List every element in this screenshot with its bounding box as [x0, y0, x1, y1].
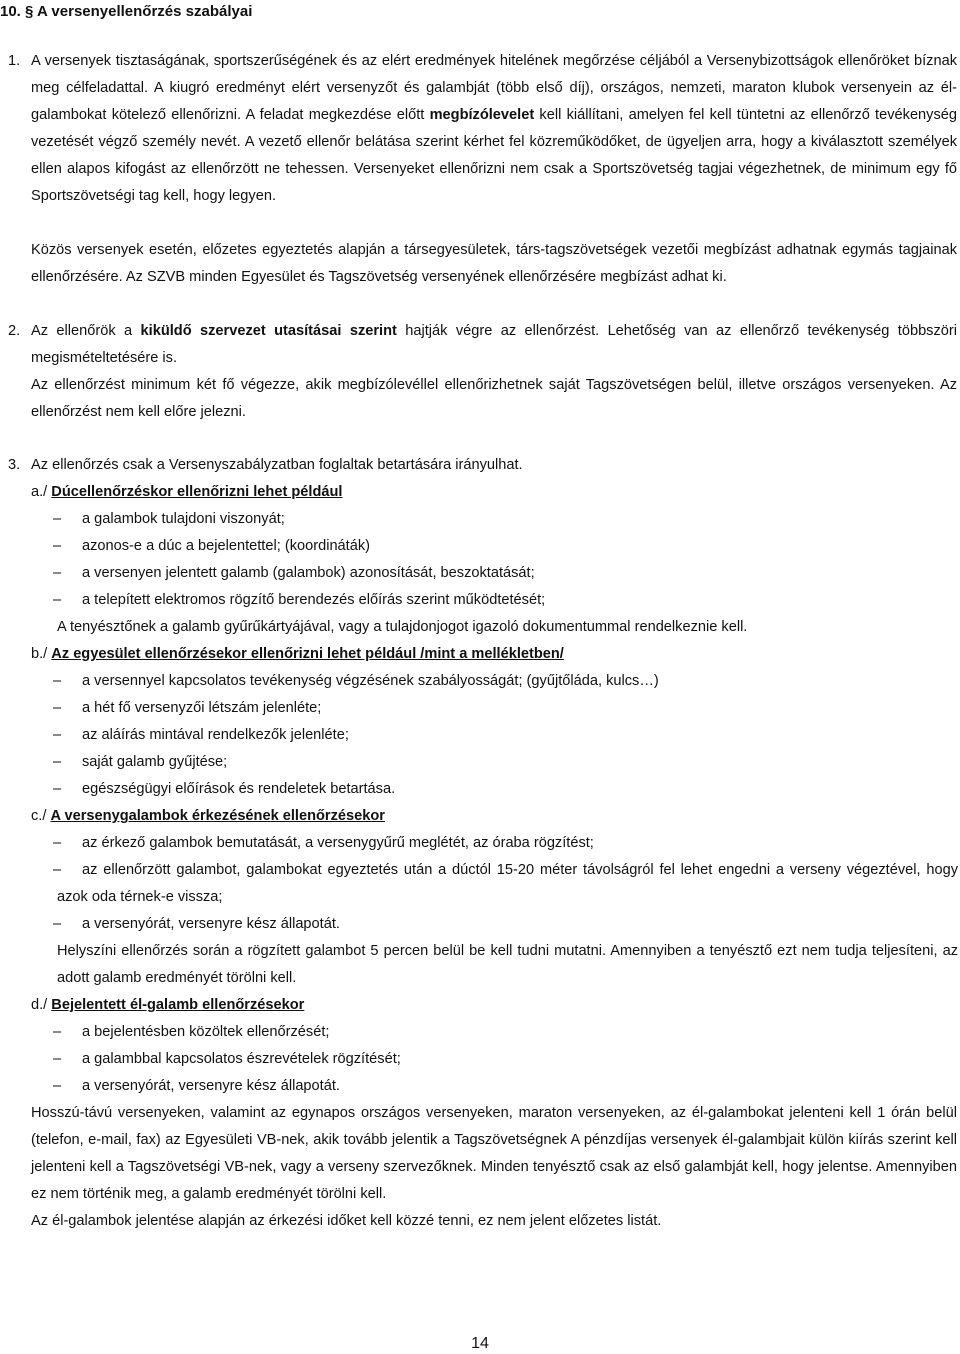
subsection-c: [31, 803, 385, 830]
subsection-b-label: b./: [31, 646, 48, 662]
section-2-paragraph: [31, 318, 957, 372]
list-item: azonos-e a dúc a bejelentettel; (koordináták): [82, 538, 370, 554]
subsection-a-title: Dúcellenőrzéskor ellenőrizni lehet például: [51, 484, 343, 500]
dash: –: [53, 754, 62, 770]
section-2-text-b: hajtják végre az ellenőrzést. Lehetőség van az ellenőrző tevékenység többszöri megismételtetésére is.: [31, 323, 957, 366]
dash: –: [53, 862, 62, 878]
dash: –: [53, 1051, 62, 1067]
section-heading: 10. § A versenyellenőrzés szabályai: [0, 3, 253, 20]
dash: –: [53, 781, 62, 797]
section-2-text-a: Az ellenőrök a: [31, 323, 141, 339]
section-1-paragraph: [31, 48, 957, 210]
section-1-text-b: kell kiállítani, amelyen fel kell tüntetni az ellenőrző tevékenység vezetését végző személy nevét. A vezető ellenőr belátása szerint kérhet fel közreműködőket, de ügyeljen arra, hogy a kiválasztott személyek ellen alapos kifogást az ellenőrzött ne tehessen. Versenyeket ellenőrizni nem csak a Sportszövetség tagjai végezhetnek, de minimum egy fő Sportszövetségi tag kell, hogy legyen.: [31, 107, 957, 204]
subsection-c-label: c./: [31, 808, 47, 824]
list-item: a galambbal kapcsolatos észrevételek rögzítését;: [82, 1051, 401, 1067]
section-2-number: 2.: [8, 323, 21, 339]
list-item: az ellenőrzött galambot, galambokat egyeztetés után a dúctól 15-20 méter távolságról fel lehet engedni a verseny végeztével, hogy azok oda térnek-e vissza;: [57, 862, 958, 905]
subsection-a: [31, 479, 342, 506]
dash: –: [53, 727, 62, 743]
list-item: az érkező galambok bemutatását, a versenygyűrű meglétét, az óraba rögzítést;: [82, 835, 594, 851]
dash: –: [53, 916, 62, 932]
section-1-number: 1.: [8, 53, 21, 69]
closing-paragraph: Hosszú-távú versenyeken, valamint az egynapos országos versenyeken, maraton versenyeken, az él-galambokat jelenteni kell 1 órán belül (telefon, e-mail, fax) az Egyesületi VB-nek, akik tovább jelentik a Tagszövetségnek A pénzdíjas versenyek él-galambjait külön kiírás szerint kell jelenteni kell a Tagszövetségi VB-nek, vagy a verseny szervezőknek. Minden tenyésztő csak az első galambját kell, hogy jelentse. Amennyiben ez nem történik meg, a galamb eredményét törölni kell.: [31, 1105, 957, 1202]
subsection-a-note: A tenyésztőnek a galamb gyűrűkártyájával, vagy a tulajdonjogot igazoló dokumentummal rendelkeznie kell.: [57, 619, 748, 635]
dash: –: [53, 835, 62, 851]
section-1-text-a: A versenyek tisztaságának, sportszerűségének és az elért eredmények hitelének megőrzése céljából a Versenybizottságok ellenőröket bíznak meg célfeladattal. A kiugró eredményt elért versenyzőt és galambját (több első díj), országos, nemzeti, maraton klubok versenyein az él-galambokat kötelező ellenőrizni. A feladat megkezdése előtt: [31, 53, 957, 123]
list-item: a versenyórát, versenyre kész állapotát.: [82, 916, 340, 932]
list-item: a hét fő versenyzői létszám jelenléte;: [82, 700, 322, 716]
subsection-b-title: Az egyesület ellenőrzésekor ellenőrizni lehet például /mint a mellékletben/: [51, 646, 564, 662]
dash: –: [53, 1024, 62, 1040]
subsection-b: [31, 641, 564, 668]
list-item: a telepített elektromos rögzítő berendezés előírás szerint működtetését;: [82, 592, 546, 608]
subsection-c-title: A versenygalambok érkezésének ellenőrzésekor: [50, 808, 385, 824]
section-2-paragraph-2: Az ellenőrzést minimum két fő végezze, akik megbízólevéllel ellenőrizhetnek saját Tagszövetségen belül, illetve országos versenyeken. Az ellenőrzést nem kell előre jelezni.: [31, 377, 957, 420]
list-item: az aláírás mintával rendelkezők jelenléte;: [82, 727, 349, 743]
section-2-bold: kiküldő szervezet utasításai szerint: [140, 323, 397, 339]
subsection-d: [31, 992, 304, 1019]
closing-paragraph-2: Az él-galambok jelentése alapján az érkezési időket kell közzé tenni, ez nem jelent előzetes listát.: [31, 1213, 662, 1229]
section-3-paragraph: Az ellenőrzés csak a Versenyszabályzatban foglaltak betartására irányulhat.: [31, 457, 523, 473]
page-number: 14: [471, 1335, 489, 1352]
dash: –: [53, 700, 62, 716]
section-1-bold: megbízólevelet: [429, 107, 535, 123]
list-item: a galambok tulajdoni viszonyát;: [82, 511, 285, 527]
subsection-d-title: Bejelentett él-galamb ellenőrzésekor: [51, 997, 305, 1013]
section-1-paragraph-2: Közös versenyek esetén, előzetes egyeztetés alapján a társegyesületek, társ-tagszövetségek vezetői megbízást adhatnak egymás tagjainak ellenőrzésére. Az SZVB minden Egyesület és Tagszövetség versenyének ellenőrzésére megbízást adhat ki.: [31, 242, 957, 285]
dash: –: [53, 565, 62, 581]
list-item: a bejelentésben közöltek ellenőrzését;: [82, 1024, 330, 1040]
dash: –: [53, 673, 62, 689]
dash: –: [53, 538, 62, 554]
subsection-c-note: Helyszíni ellenőrzés során a rögzített galambot 5 percen belül be kell tudni mutatni. Amennyiben a tenyésztő ezt nem tudja teljesíteni, az adott galamb eredményét törölni kell.: [57, 943, 958, 986]
section-3-number: 3.: [8, 457, 21, 473]
dash: –: [53, 592, 62, 608]
list-item: egészségügyi előírások és rendeletek betartása.: [82, 781, 396, 797]
list-item: saját galamb gyűjtése;: [82, 754, 228, 770]
list-item: a versenyórát, versenyre kész állapotát.: [82, 1078, 340, 1094]
subsection-d-label: d./: [31, 997, 48, 1013]
list-item: a versennyel kapcsolatos tevékenység végzésének szabályosságát; (gyűjtőláda, kulcs…): [82, 673, 659, 689]
dash: –: [53, 1078, 62, 1094]
subsection-a-label: a./: [31, 484, 48, 500]
dash: –: [53, 511, 62, 527]
list-item: a versenyen jelentett galamb (galambok) azonosítását, beszoktatását;: [82, 565, 535, 581]
